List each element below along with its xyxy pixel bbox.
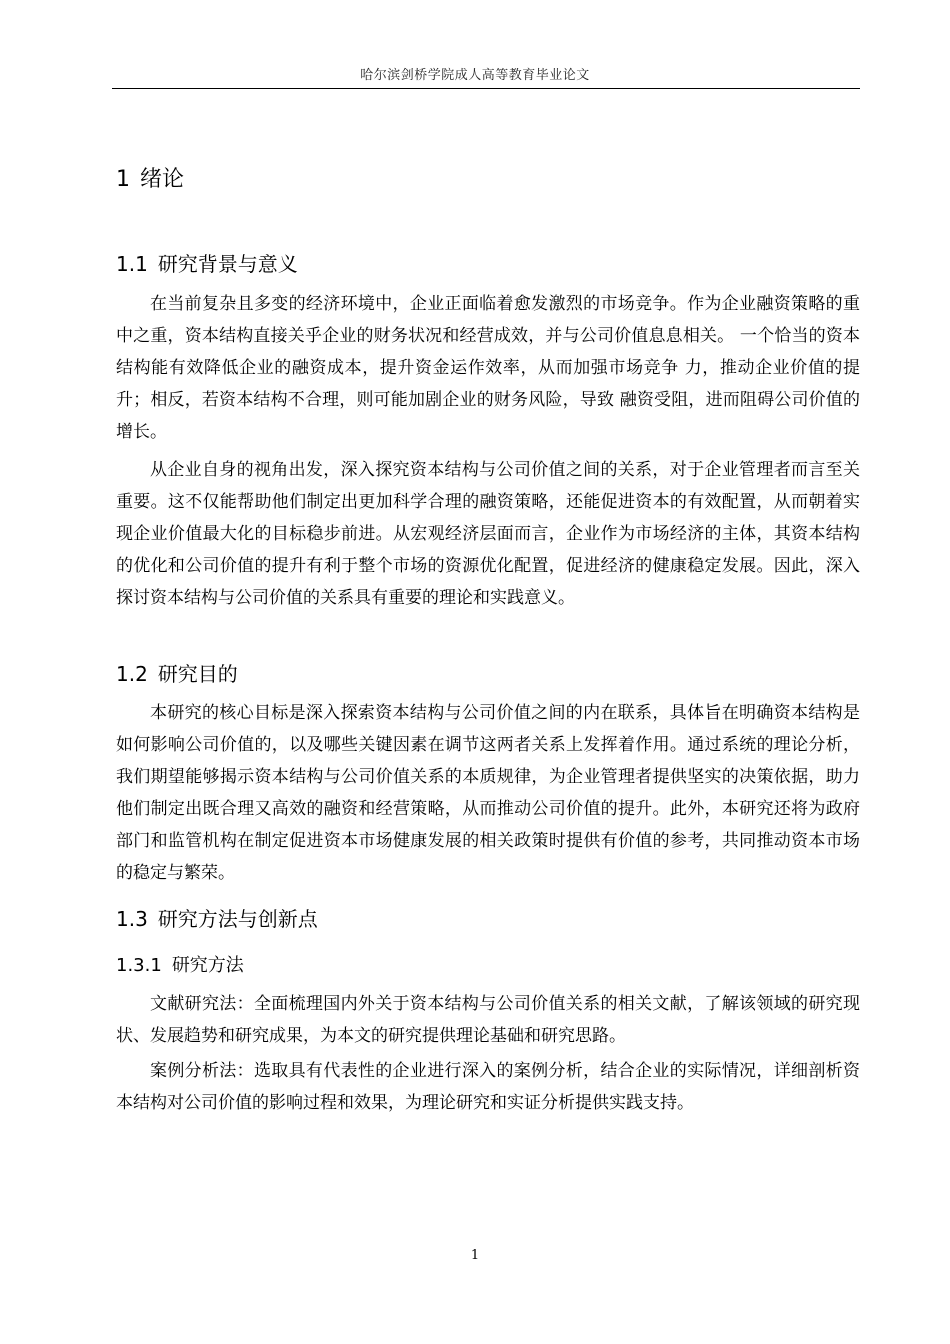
section-number: 1.1 xyxy=(116,252,148,276)
header-rule xyxy=(112,88,860,89)
paragraph-1-1-a: 在当前复杂且多变的经济环境中，企业正面临着愈发激烈的市场竞争。作为企业融资策略的重中之重，资本结构直接关乎企业的财务状况和经营成效，并与公司价值息息相关。 一个恰当的资本结构能有效降低企业的融资成本，提升资金运作效率，从而加强市场竞争 力，推动企业价值的提升；相反，若资本结构不合理，则可能加剧企业的财务风险，导致 融资受阻，进而阻碍公司价值的增长。 xyxy=(116,294,860,442)
running-header: 哈尔滨剑桥学院成人高等教育毕业论文 xyxy=(360,68,590,83)
paragraph-1-3-1-a: 文献研究法：全面梳理国内外关于资本结构与公司价值关系的相关文献，了解该领域的研究现状、发展趋势和研究成果，为本文的研究提供理论基础和研究思路。 xyxy=(116,994,860,1046)
section-heading-1-1 xyxy=(116,248,298,277)
section-heading-1-2 xyxy=(116,658,238,687)
paragraph-1-1-b: 从企业自身的视角出发，深入探究资本结构与公司价值之间的关系，对于企业管理者而言至关重要。这不仅能帮助他们制定出更加科学合理的融资策略，还能促进资本的有效配置，从而朝着实现企业价值最大化的目标稳步前进。从宏观经济层面而言，企业作为市场经济的主体，其资本结构的优化和公司价值的提升有利于整个市场的资源优化配置，促进经济的健康稳定发展。因此，深入探讨资本结构与公司价值的关系具有重要的理论和实践意义。 xyxy=(116,460,860,608)
section-title: 研究方法与创新点 xyxy=(157,907,318,931)
paragraph-1-2: 本研究的核心目标是深入探索资本结构与公司价值之间的内在联系，具体旨在明确资本结构是如何影响公司价值的，以及哪些关键因素在调节这两者关系上发挥着作用。通过系统的理论分析，我们期望能够揭示资本结构与公司价值关系的本质规律，为企业管理者提供坚实的决策依据，助力他们制定出既合理又高效的融资和经营策略，从而推动公司价值的提升。此外，本研究还将为政府部门和监管机构在制定促进资本市场健康发展的相关政策时提供有价值的参考，共同推动资本市场的稳定与繁荣。 xyxy=(116,703,860,883)
section-number: 1.3 xyxy=(116,907,148,931)
section-number: 1.2 xyxy=(116,662,148,686)
subsection-heading-1-3-1 xyxy=(116,951,244,977)
chapter-heading xyxy=(116,162,184,193)
subsection-number: 1.3.1 xyxy=(116,955,162,976)
page-number: 1 xyxy=(470,1248,480,1263)
section-title: 研究背景与意义 xyxy=(157,252,298,276)
chapter-title: 绪论 xyxy=(140,167,185,192)
paragraph-1-3-1-b: 案例分析法：选取具有代表性的企业进行深入的案例分析，结合企业的实际情况，详细剖析资本结构对公司价值的影响过程和效果，为理论研究和实证分析提供实践支持。 xyxy=(116,1061,860,1113)
section-title: 研究目的 xyxy=(157,662,238,686)
subsection-title: 研究方法 xyxy=(171,955,244,976)
chapter-number: 1 xyxy=(116,167,130,192)
section-heading-1-3 xyxy=(116,903,318,932)
